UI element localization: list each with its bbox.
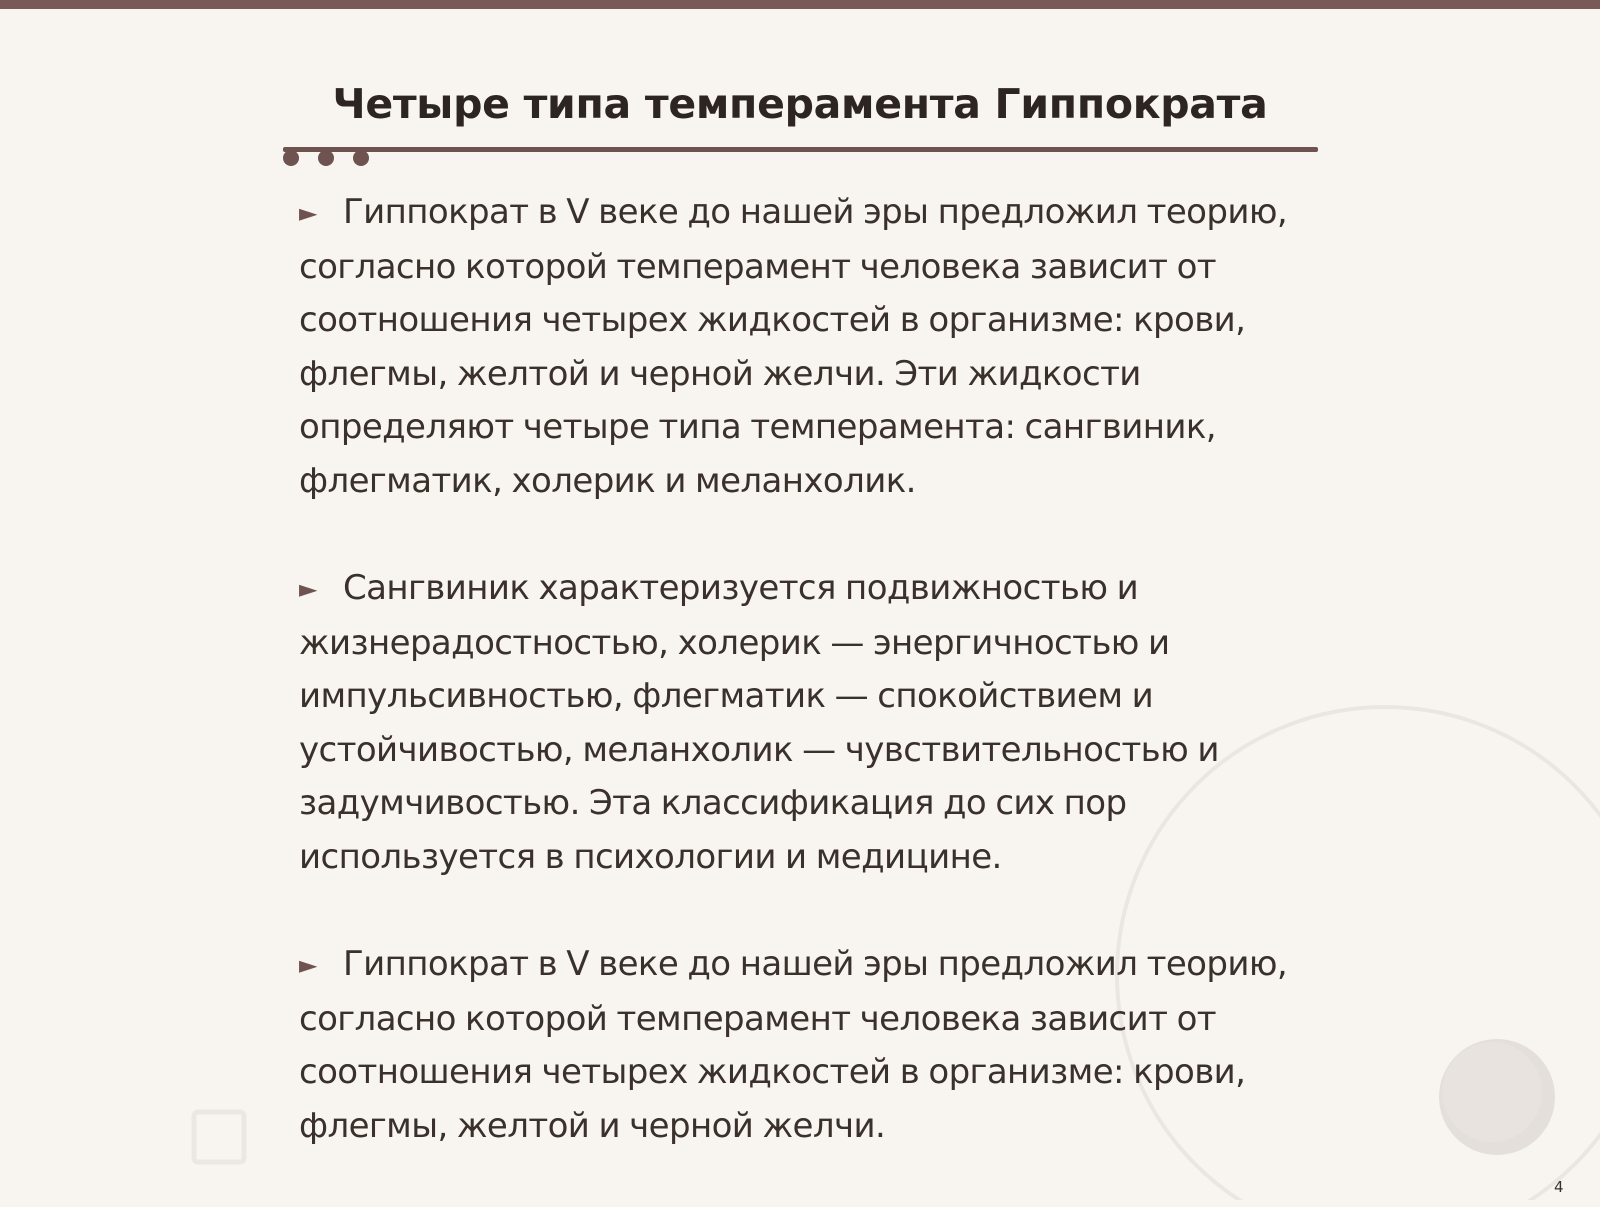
triangle-bullet-icon: ►: [299, 199, 317, 227]
bullet-item: [299, 186, 1299, 508]
slide-title: Четыре типа темперамента Гиппократа: [332, 80, 1268, 128]
bullet-item: [299, 938, 1299, 1153]
bullet-item: [299, 562, 1299, 884]
square-outline-decoration: [194, 1112, 244, 1162]
small-circle-highlight: [1442, 1042, 1542, 1142]
title-underline: [283, 147, 1318, 152]
triangle-bullet-icon: ►: [299, 575, 317, 603]
title-dot-1: [283, 150, 299, 166]
bullet-text: Сангвиник характеризуется подвижностью и жизнерадостностью, холерик — энергичностью и импульсивностью, флегматик — спокойствием и устойчивостью, меланхолик — чувствительностью и задумчивостью. Эта классификация до сих пор используется в психологии и медицине.: [299, 568, 1219, 877]
small-filled-circle-decoration: [1439, 1039, 1555, 1155]
title-dot-2: [318, 150, 334, 166]
page-number: 4: [1554, 1178, 1564, 1196]
bullet-text: Гиппократ в V веке до нашей эры предложил теорию, согласно которой темперамент человека зависит от соотношения четырех жидкостей в организме: крови, флегмы, желтой и черной желчи.: [299, 944, 1288, 1146]
top-accent-bar: [0, 0, 1600, 9]
bullet-text: Гиппократ в V веке до нашей эры предложил теорию, согласно которой темперамент человека зависит от соотношения четырех жидкостей в организме: крови, флегмы, желтой и черной желчи. Эти жидкости определяют четыре типа темперамента: сангвиник, флегматик, холерик и меланхолик.: [299, 192, 1288, 501]
title-dot-3: [353, 150, 369, 166]
bullet-list: [299, 186, 1299, 1207]
triangle-bullet-icon: ►: [299, 951, 317, 979]
